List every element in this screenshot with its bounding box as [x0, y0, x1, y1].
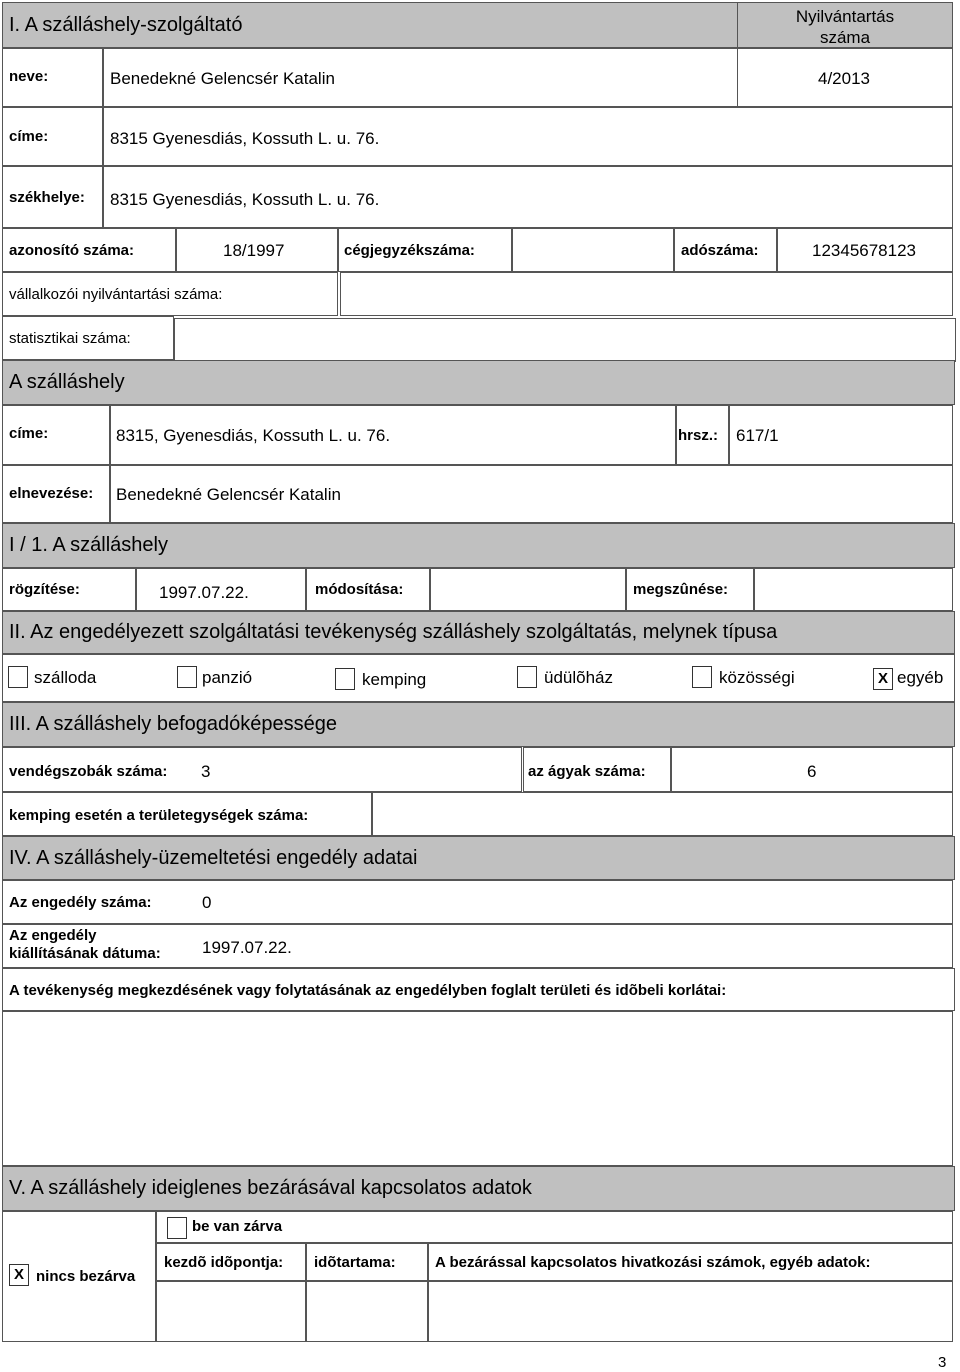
stat-value-cell: [174, 318, 956, 362]
address-label-cell: [2, 107, 103, 166]
start-label: kezdõ idõpontja:: [164, 1254, 284, 1271]
id-label: azonosító száma:: [9, 242, 135, 259]
modified-value-cell: [430, 568, 626, 611]
ended-value-cell: [754, 568, 953, 611]
tax-value: 12345678123: [812, 241, 917, 260]
seat-label-cell: [2, 166, 103, 228]
lodging-address-label: címe:: [9, 425, 49, 442]
entrepreneur-value-cell: [340, 272, 953, 316]
tax-value-cell: [777, 228, 953, 272]
duration-value-cell: [306, 1281, 428, 1342]
section-4-header: [2, 836, 955, 880]
reg-value-cell: [737, 48, 953, 107]
type-checkbox-udulohaz[interactable]: [517, 666, 537, 688]
not-closed-checkbox[interactable]: X: [9, 1264, 29, 1286]
beds-value: 6: [807, 762, 817, 781]
page-number: 3: [938, 1354, 947, 1371]
lodging-address-value-cell: [110, 405, 676, 465]
camping-units-label-cell: [2, 792, 372, 836]
section-1-header: [2, 2, 738, 48]
camping-units-value-cell: [372, 792, 953, 836]
type-label-kozossegi: közösségi: [719, 668, 795, 687]
section-3-title: III. A szálláshely befogadóképessége: [9, 713, 338, 735]
section-4-title: IV. A szálláshely-üzemeltetési engedély adatai: [9, 846, 418, 869]
rooms-value: 3: [201, 762, 211, 781]
permit-date-label: Az engedély kiállításának dátuma:: [9, 927, 161, 962]
type-label-udulohaz: üdülõház: [544, 668, 614, 687]
type-label-egyeb: egyéb: [897, 668, 944, 687]
lodging-name-value-cell: [110, 465, 953, 523]
lodging-name: Benedekné Gelencsér Katalin: [116, 485, 341, 504]
id-label-cell: [2, 228, 176, 272]
name-label: neve:: [9, 68, 49, 85]
lodging-name-label: elnevezése:: [9, 485, 94, 502]
section-1-title: I. A szálláshely-szolgáltató: [9, 13, 243, 36]
permit-number-label: Az engedély száma:: [9, 894, 152, 911]
limits-value-cell: [2, 1011, 953, 1166]
seat-value-cell: [103, 166, 953, 228]
company-value-cell: [512, 228, 674, 272]
beds-label-cell: [523, 747, 671, 792]
start-label-cell: [156, 1243, 306, 1281]
section-1-1-title: I / 1. A szálláshely: [9, 534, 168, 556]
section-3-header: [2, 702, 955, 747]
provider-seat: 8315 Gyenesdiás, Kossuth L. u. 76.: [110, 190, 380, 209]
type-checkbox-panzio[interactable]: [177, 666, 197, 688]
recorded-label-cell: [2, 568, 136, 611]
recorded-value-cell: [136, 568, 306, 611]
refs-label: A bezárással kapcsolatos hivatkozási számok, egyéb adatok:: [435, 1254, 871, 1271]
company-label-cell: [338, 228, 512, 272]
section-5-header: [2, 1166, 955, 1211]
permit-date-row: [2, 924, 953, 968]
entrepreneur-label-cell: [2, 272, 338, 316]
rooms-cell: [2, 747, 522, 792]
hrsz-value: 617/1: [736, 426, 779, 445]
hrsz-label: hrsz.:: [678, 427, 719, 444]
stat-label: statisztikai száma:: [9, 330, 131, 347]
recorded-label: rögzítése:: [9, 581, 80, 598]
hrsz-label-cell: [676, 405, 729, 465]
id-value: 18/1997: [223, 241, 285, 260]
camping-units-label: kemping esetén a területegységek száma:: [9, 807, 309, 824]
section-5-title: V. A szálláshely ideiglenes bezárásával kapcsolatos adatok: [9, 1177, 532, 1199]
entrepreneur-label: vállalkozói nyilvántartási száma:: [9, 286, 223, 303]
recorded-value: 1997.07.22.: [159, 583, 249, 602]
rooms-label: vendégszobák száma:: [9, 763, 168, 780]
ended-label-cell: [626, 568, 754, 611]
limits-label: A tevékenység megkezdésének vagy folytatásának az engedélyben foglalt területi és idõbeli korlátai:: [9, 982, 727, 999]
closed-checkbox[interactable]: [167, 1217, 187, 1239]
beds-value-cell: [671, 747, 953, 792]
lodging-type-row: [2, 654, 955, 702]
name-value-cell: [103, 48, 738, 107]
lodging-address: 8315, Gyenesdiás, Kossuth L. u. 76.: [116, 426, 391, 445]
not-closed-label: nincs bezárva: [36, 1268, 136, 1285]
seat-label: székhelye:: [9, 189, 85, 206]
type-label-kemping: kemping: [362, 670, 427, 689]
name-label-cell: [2, 48, 103, 107]
modified-label: módosítása:: [315, 581, 404, 598]
duration-label: idõtartama:: [314, 1254, 396, 1271]
permit-date-value: 1997.07.22.: [202, 938, 292, 957]
section-2-title: II. Az engedélyezett szolgáltatási tevékenység szálláshely szolgáltatás, melynek típusa: [9, 621, 778, 643]
type-label-szalloda: szálloda: [34, 668, 97, 687]
duration-label-cell: [306, 1243, 428, 1281]
permit-number-value: 0: [202, 893, 212, 912]
start-value-cell: [156, 1281, 306, 1342]
type-checkbox-szalloda[interactable]: [8, 666, 28, 688]
hrsz-value-cell: [729, 405, 953, 465]
lodging-header: [2, 360, 955, 405]
type-checkbox-kemping[interactable]: [335, 668, 355, 690]
lodging-name-label-cell: [2, 465, 110, 523]
registration-number: 4/2013: [818, 69, 870, 88]
provider-address: 8315 Gyenesdiás, Kossuth L. u. 76.: [110, 129, 380, 148]
ended-label: megszûnése:: [633, 581, 729, 598]
section-1-1-header: [2, 523, 955, 568]
beds-label: az ágyak száma:: [528, 763, 646, 780]
tax-label: adószáma:: [681, 242, 759, 259]
type-label-panzio: panzió: [202, 668, 253, 687]
lodging-address-label-cell: [2, 405, 110, 465]
section-2-header: [2, 611, 955, 654]
registration-number-header: Nyilvántartás száma: [737, 2, 953, 48]
refs-label-cell: [428, 1243, 953, 1281]
permit-number-row: [2, 880, 953, 924]
type-checkbox-egyeb[interactable]: X: [873, 668, 893, 690]
closed-row: [156, 1211, 953, 1243]
stat-label-cell: [2, 316, 174, 360]
lodging-title: A szálláshely: [9, 371, 125, 393]
address-value-cell: [103, 107, 953, 166]
address-label: címe:: [9, 128, 49, 145]
provider-name: Benedekné Gelencsér Katalin: [110, 69, 335, 88]
closed-label: be van zárva: [192, 1218, 283, 1235]
refs-value-cell: [428, 1281, 953, 1342]
type-checkbox-kozossegi[interactable]: [692, 666, 712, 688]
tax-label-cell: [674, 228, 777, 272]
company-label: cégjegyzékszáma:: [344, 242, 475, 259]
modified-label-cell: [306, 568, 430, 611]
id-value-cell: [176, 228, 338, 272]
limits-label-cell: [2, 968, 955, 1011]
not-closed-cell: [2, 1211, 156, 1342]
